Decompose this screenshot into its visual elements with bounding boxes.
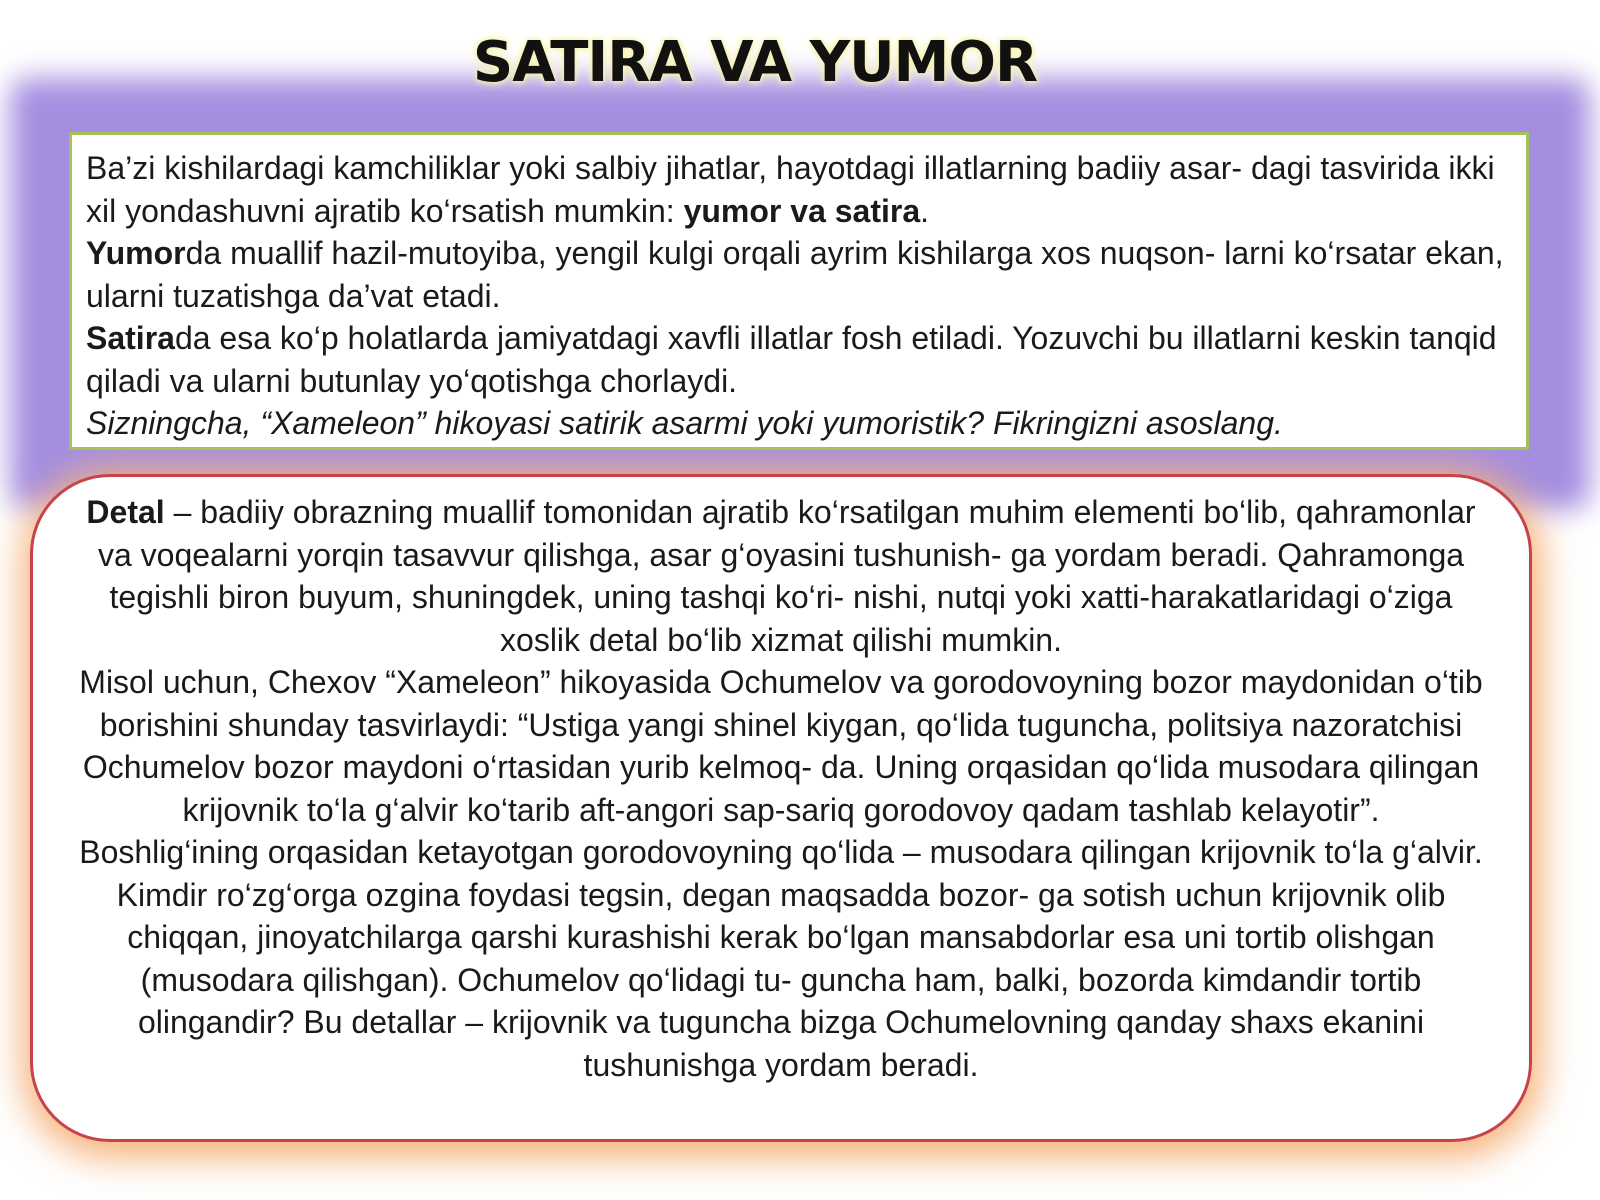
intro-bold-term: yumor va satira bbox=[683, 192, 921, 229]
satira-paragraph bbox=[86, 317, 1512, 402]
explanation-paragraph: Boshlig‘ining orqasidan ketayotgan gorodovoyning qo‘lida – musodara qilingan krijovnik to‘la g‘alvir. Kimdir ro‘zg‘orga ozgina foydasi tegsin, degan maqsadda bozor- ga sotish uchun krijovnik olib chiqqan, jinoyatchilarga qarshi kurashishi kerak bo‘lgan mansabdorlar esa uni tortib olishgan (musodara qilishgan). Ochumelov qo‘lidagi tu- guncha ham, balki, bozorda kimdandir tortib olingandir? Bu detallar – krijovnik va tuguncha bizga Ochumelovning qanday shaxs ekanini tushunishga yordam beradi. bbox=[79, 834, 1483, 1083]
question-paragraph: Sizningcha, “Xameleon” hikoyasi satirik asarmi yoki yumoristik? Fikringizni asoslang. bbox=[86, 405, 1283, 441]
detal-paragraph bbox=[79, 491, 1483, 661]
page-title: SATIRA VA YUMOR bbox=[472, 30, 1038, 95]
intro-period: . bbox=[920, 192, 930, 229]
example-paragraph: Misol uchun, Chexov “Xameleon” hikoyasida Ochumelov va gorodovoyning bozor maydonidan o‘tib borishini shunday tasvirlaydi: “Ustiga yangi shinel kiygan, qo‘lida tuguncha, politsiya nazoratchisi Ochumelov bozor maydoni o‘rtasidan yurib kelmoq- da. Uning orqasidan qo‘lida musodara qilingan krijovnik to‘la g‘alvir ko‘tarib aft-angori sap-sariq gorodovoy qadam tashlab kelayotir”. bbox=[79, 664, 1483, 828]
yumor-term: Yumor bbox=[86, 235, 186, 271]
intro-paragraph bbox=[86, 147, 1512, 232]
definition-box bbox=[69, 132, 1529, 450]
detal-box bbox=[30, 474, 1532, 1142]
detal-text: – badiiy obrazning muallif tomonidan ajratib ko‘rsatilgan muhim elementi bo‘lib, qahramonlar va voqealarni yorqin tasavvur qilishga, asar g‘oyasini tushunish- ga yordam beradi. Qahramonga tegishli biron buyum, shuningdek, uning tashqi ko‘ri- nishi, nutqi yoki xatti-harakatlaridagi o‘ziga xoslik detal bo‘lib xizmat qilishi mumkin. bbox=[97, 494, 1476, 658]
yumor-paragraph bbox=[86, 232, 1512, 317]
yumor-text: da muallif hazil-mutoyiba, yengil kulgi orqali ayrim kishilarga xos nuqson- larni ko‘rsatar ekan, ularni tuzatishga da’vat etadi. bbox=[86, 235, 1504, 314]
intro-text: Ba’zi kishilardagi kamchiliklar yoki salbiy jihatlar, hayotdagi illatlarning badiiy asar- dagi tasvirida ikki xil yondashuvni ajratib ko‘rsatish mumkin: bbox=[86, 150, 1495, 229]
satira-term: Satira bbox=[86, 320, 175, 356]
satira-text: da esa ko‘p holatlarda jamiyatdagi xavfli illatlar fosh etiladi. Yozuvchi bu illatlarni keskin tanqid qiladi va ularni butunlay yo‘qotishga chorlaydi. bbox=[86, 320, 1497, 399]
detal-term: Detal bbox=[86, 494, 165, 530]
